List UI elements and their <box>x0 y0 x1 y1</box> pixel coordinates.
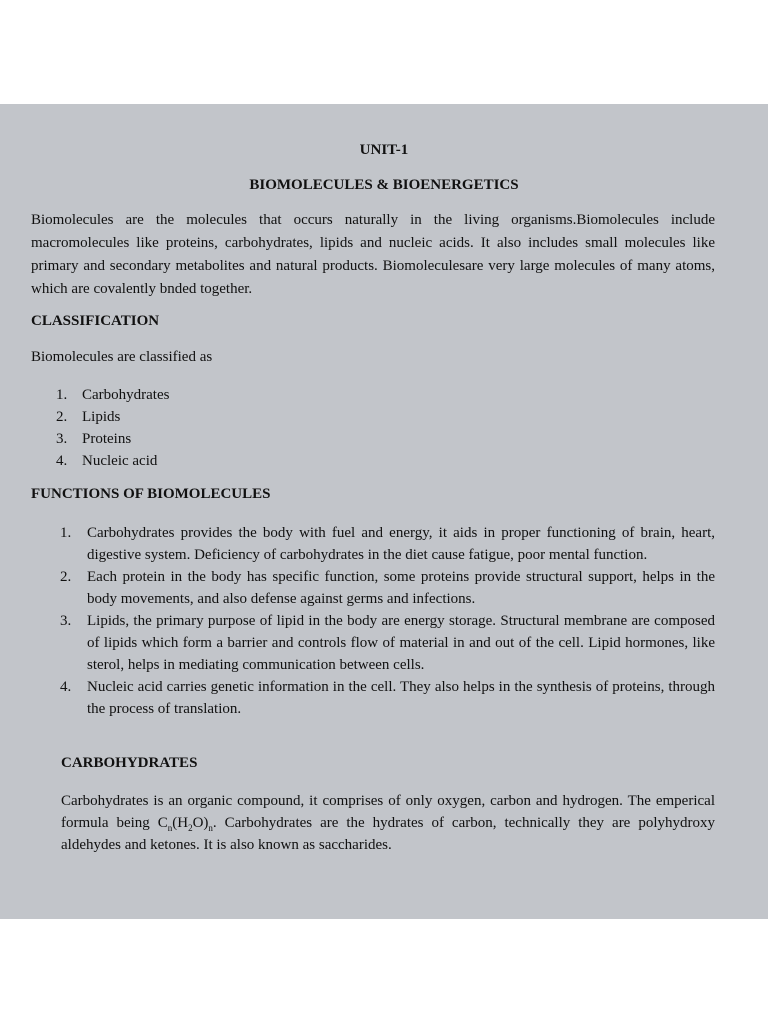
formula-part: O) <box>192 815 209 831</box>
list-text: Lipids, the primary purpose of lipid in the body are energy storage. Structural membrane are composed of lipids which form a barrier and controls flow of material in and out of the cell. Lipid hormones, like sterol, helps in mediating communication between cells. <box>87 613 715 673</box>
list-number: 3. <box>60 613 72 629</box>
list-text: Proteins <box>82 431 132 447</box>
list-number: 2. <box>56 409 68 425</box>
list-item <box>60 566 715 610</box>
functions-list <box>60 522 715 720</box>
carbohydrates-heading: CARBOHYDRATES <box>61 755 198 771</box>
list-number: 4. <box>56 453 68 469</box>
carbohydrates-text-2: . Carbohydrates are the hydrates of carbon, technically they are polyhydroxy aldehydes and ketones. It is also known as saccharides. <box>61 815 715 853</box>
classification-intro: Biomolecules are classified as <box>31 349 213 365</box>
intro-paragraph: Biomolecules are the molecules that occurs naturally in the living organisms.Biomolecules include macromolecules like proteins, carbohydrates, lipids and nucleic acids. It also includes small molecules like primary and secondary metabolites and natural products. Biomoleculesare very large molecules of many atoms, which are covalently bnded together. <box>31 212 715 297</box>
carbohydrates-paragraph <box>61 790 715 856</box>
list-text: Carbohydrates provides the body with fuel and energy, it aids in proper functioning of brain, heart, digestive system. Deficiency of carbohydrates in the diet cause fatigue, poor mental function. <box>87 525 715 563</box>
document-page <box>0 104 768 919</box>
list-text: Lipids <box>82 409 121 425</box>
list-item <box>60 610 715 676</box>
list-text: Nucleic acid carries genetic information in the cell. They also helps in the synthesis of proteins, through the process of translation. <box>87 679 715 717</box>
formula-subscript-n: n <box>167 823 173 833</box>
list-text: Carbohydrates <box>82 387 170 403</box>
list-item <box>56 428 169 450</box>
page-title: BIOMOLECULES & BIOENERGETICS <box>249 177 519 193</box>
list-number: 1. <box>56 387 68 403</box>
list-item <box>56 384 169 406</box>
classification-list <box>56 384 169 472</box>
list-number: 4. <box>60 679 72 695</box>
list-number: 1. <box>60 525 72 541</box>
functions-heading: FUNCTIONS OF BIOMOLECULES <box>31 486 271 502</box>
list-item <box>56 406 169 428</box>
list-item <box>60 522 715 566</box>
formula-part: (H <box>172 815 189 831</box>
classification-heading: CLASSIFICATION <box>31 313 160 329</box>
formula-subscript-2: 2 <box>188 823 193 833</box>
list-item <box>56 450 169 472</box>
carbohydrates-text-1: Carbohydrates is an organic compound, it comprises of only oxygen, carbon and hydrogen. The emperical formula being C <box>61 793 715 831</box>
formula-subscript-n: n <box>208 823 213 833</box>
list-number: 3. <box>56 431 68 447</box>
unit-label: UNIT-1 <box>359 142 409 158</box>
list-number: 2. <box>60 569 72 585</box>
list-text: Nucleic acid <box>82 453 158 469</box>
list-text: Each protein in the body has specific function, some proteins provide structural support, helps in the body movements, and also defense against germs and infections. <box>87 569 715 607</box>
list-item <box>60 676 715 720</box>
